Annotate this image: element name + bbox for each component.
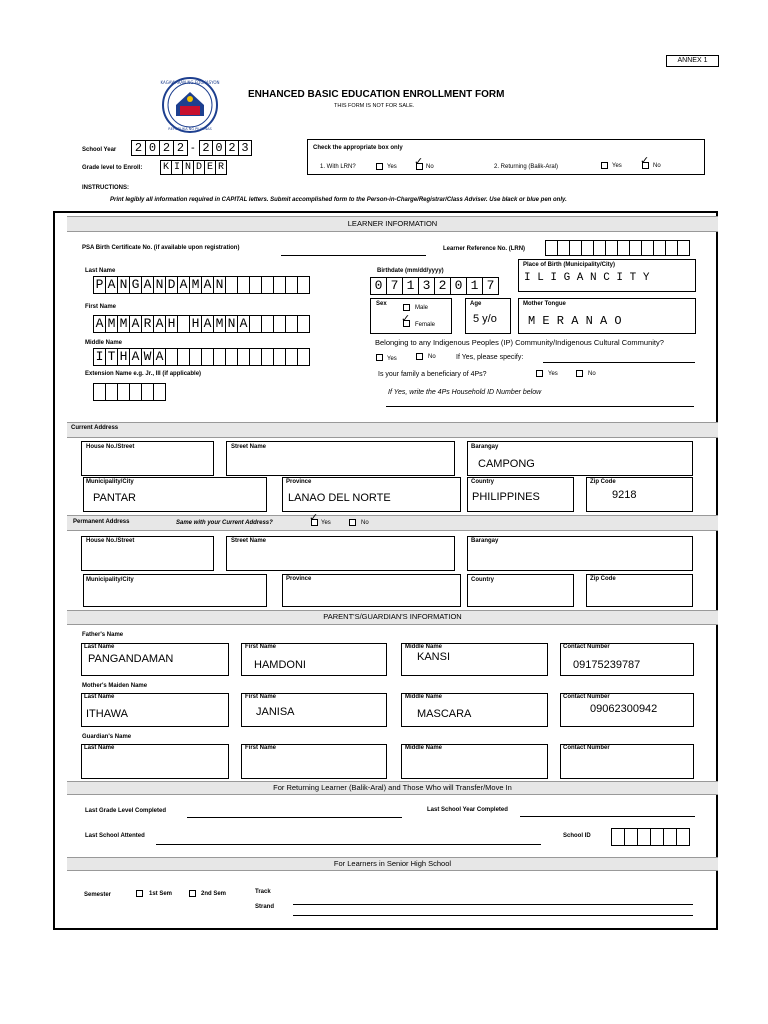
mother-label: Mother's Maiden Name [82, 683, 148, 689]
school-year-separator: - [191, 142, 195, 154]
current-zip-value: 9218 [612, 489, 637, 501]
char-cell[interactable]: 2 [225, 140, 239, 156]
school-id-input[interactable] [611, 828, 689, 846]
returning-question: 2. Returning (Balik-Aral) [494, 164, 559, 170]
lrn-yes-label: Yes [387, 164, 397, 170]
extension-field[interactable] [93, 383, 165, 401]
char-cell[interactable] [611, 828, 625, 846]
char-cell[interactable] [624, 828, 638, 846]
last-grade-label: Last Grade Level Completed [85, 808, 167, 814]
mother-last-label: Last Name [84, 694, 115, 700]
strand-input[interactable] [293, 915, 693, 916]
age-value: 5 y/o [473, 313, 497, 325]
char-cell[interactable]: N [117, 276, 130, 294]
current-zip-label: Zip Code [590, 479, 616, 485]
ip-no-label: No [428, 354, 436, 360]
char-cell[interactable]: M [189, 276, 202, 294]
lrn-no-label: No [426, 164, 434, 170]
fourps-id-input[interactable] [386, 406, 694, 407]
char-cell[interactable]: 0 [145, 140, 160, 156]
father-middle-label: Middle Name [405, 644, 443, 650]
char-cell[interactable] [153, 383, 166, 401]
mother-tongue-label: Mother Tongue [523, 301, 566, 307]
learner-info-header: LEARNER INFORMATION [347, 219, 438, 228]
sem2-checkbox[interactable] [189, 890, 196, 897]
fourps-no-label: No [588, 371, 596, 377]
male-checkbox[interactable] [403, 304, 410, 311]
char-cell[interactable] [297, 315, 310, 333]
char-cell[interactable]: R [215, 160, 227, 175]
pob-value: I L I G A N C I T Y [524, 272, 650, 284]
current-country-value: PHILIPPINES [472, 491, 540, 503]
char-cell[interactable]: 2 [131, 140, 146, 156]
ip-yes-label: Yes [387, 356, 397, 362]
lrn-yes-checkbox[interactable] [376, 163, 383, 170]
pob-label: Place of Birth (Municipality/City) [523, 262, 616, 268]
check-instruction: Check the appropriate box only [313, 145, 403, 151]
fourps-no-checkbox[interactable] [576, 370, 583, 377]
svg-text:KAGAWARAN NG EDUKASYON: KAGAWARAN NG EDUKASYON [160, 80, 220, 85]
returning-yes-checkbox[interactable] [601, 162, 608, 169]
char-cell[interactable]: A [129, 348, 142, 366]
char-cell[interactable]: H [165, 315, 178, 333]
track-input[interactable] [293, 904, 693, 905]
char-cell[interactable]: 0 [450, 277, 467, 295]
grade-level-label: Grade level to Enroll: [82, 165, 143, 171]
school-id-label: School ID [563, 833, 591, 839]
fourps-yes-checkbox[interactable] [536, 370, 543, 377]
father-last-label: Last Name [84, 644, 115, 650]
char-cell[interactable]: P [93, 276, 106, 294]
current-street-label: Street Name [231, 444, 267, 450]
svg-text:REPUBLIKA NG PILIPINAS: REPUBLIKA NG PILIPINAS [168, 127, 212, 131]
psa-label: PSA Birth Certificate No. (if available upon registration) [82, 245, 240, 251]
semester-label: Semester [84, 892, 112, 898]
father-first-label: First Name [245, 644, 277, 650]
ip-no-checkbox[interactable] [416, 353, 423, 360]
checkmark-icon: ✓ [309, 512, 319, 524]
permanent-address-header: Permanent Address [73, 519, 130, 525]
permanent-address-band [67, 512, 718, 531]
char-cell[interactable] [677, 240, 690, 256]
father-contact-value: 09175239787 [573, 659, 641, 671]
mother-tongue-value: M E R A N A O [528, 314, 622, 328]
char-cell[interactable]: 1 [466, 277, 483, 295]
ip-question: Belonging to any Indigenous Peoples (IP) Community/Indigenous Cultural Community? [375, 338, 664, 347]
current-barangay-value: CAMPONG [478, 458, 535, 470]
shs-header: For Learners in Senior High School [333, 859, 452, 868]
char-cell[interactable] [676, 828, 690, 846]
sem1-label: 1st Sem [149, 891, 173, 897]
male-label: Male [415, 305, 429, 311]
char-cell[interactable]: E [204, 160, 216, 175]
age-label: Age [470, 301, 482, 307]
current-province-label: Province [286, 479, 312, 485]
guardian-last-label: Last Name [84, 745, 115, 751]
char-cell[interactable]: W [141, 348, 154, 366]
current-city-label: Municipality/City [86, 479, 134, 485]
guardian-contact-label: Contact Number [563, 745, 610, 751]
checkmark-icon: ✓ [401, 313, 411, 325]
middle-name-field[interactable] [93, 348, 309, 366]
char-cell[interactable]: M [117, 315, 130, 333]
guardian-middle-label: Middle Name [405, 745, 443, 751]
same-address-no-checkbox[interactable] [349, 519, 356, 526]
instructions-text: Print legibly all information required in CAPITAL letters. Submit accomplished form to the Person-in-Charge/Registrar/Class Adviser. Use black or blue pen only. [110, 197, 567, 203]
char-cell[interactable]: A [201, 276, 214, 294]
lrn-question: 1. With LRN? [320, 164, 356, 170]
char-cell[interactable]: 0 [370, 277, 387, 295]
parents-header: PARENT'S/GUARDIAN'S INFORMATION [323, 612, 462, 621]
char-cell[interactable]: K [160, 160, 172, 175]
lrn-input[interactable] [545, 240, 689, 256]
char-cell[interactable]: N [182, 160, 194, 175]
middle-name-label: Middle Name [85, 340, 123, 346]
last-grade-input[interactable] [187, 817, 402, 818]
current-country-label: Country [471, 479, 494, 485]
instructions-heading: INSTRUCTIONS: [82, 185, 129, 191]
char-cell[interactable]: R [141, 315, 154, 333]
same-address-no-label: No [361, 520, 369, 526]
char-cell[interactable]: A [129, 315, 142, 333]
mother-middle-label: Middle Name [405, 694, 443, 700]
perm-barangay-label: Barangay [471, 538, 499, 544]
ip-specify-label: If Yes, please specify: [456, 354, 524, 361]
ip-yes-checkbox[interactable] [376, 354, 383, 361]
char-cell[interactable]: 7 [386, 277, 403, 295]
perm-country-label: Country [471, 577, 494, 583]
father-first-value: HAMDONI [254, 659, 306, 671]
char-cell[interactable]: A [141, 276, 154, 294]
char-cell[interactable]: 3 [238, 140, 252, 156]
char-cell[interactable]: T [105, 348, 118, 366]
char-cell[interactable]: H [189, 315, 202, 333]
mother-last-value: ITHAWA [86, 708, 128, 720]
fourps-question: Is your family a beneficiary of 4Ps? [378, 371, 487, 378]
perm-city-label: Municipality/City [86, 577, 134, 583]
char-cell[interactable]: 1 [402, 277, 419, 295]
checkmark-icon: ✓ [414, 156, 424, 168]
char-cell[interactable]: A [153, 348, 166, 366]
same-address-question: Same with your Current Address? [176, 520, 273, 526]
father-last-value: PANGANDAMAN [88, 653, 174, 665]
char-cell[interactable]: N [153, 276, 166, 294]
deped-seal-logo [156, 74, 248, 136]
char-cell[interactable]: A [177, 276, 190, 294]
char-cell[interactable]: G [129, 276, 142, 294]
form-title: ENHANCED BASIC EDUCATION ENROLLMENT FORM [248, 89, 505, 100]
current-house-label: House No./Street [86, 444, 135, 450]
mother-middle-value: MASCARA [417, 708, 472, 720]
father-contact-label: Contact Number [563, 644, 610, 650]
char-cell[interactable] [637, 828, 651, 846]
strand-label: Strand [255, 904, 275, 910]
returning-no-label: No [653, 163, 661, 169]
char-cell[interactable]: A [201, 315, 214, 333]
annex-label: ANNEX 1 [666, 55, 719, 67]
mother-contact-value: 09062300942 [590, 703, 658, 715]
char-cell[interactable]: I [171, 160, 183, 175]
birthdate-label: Birthdate (mm/dd/yyyy) [377, 268, 444, 274]
current-barangay-label: Barangay [471, 444, 499, 450]
char-cell[interactable]: N [213, 276, 226, 294]
char-cell[interactable]: D [165, 276, 178, 294]
current-city-value: PANTAR [93, 492, 136, 504]
char-cell[interactable]: N [225, 315, 238, 333]
char-cell[interactable]: 0 [212, 140, 226, 156]
last-name-label: Last Name [85, 268, 116, 274]
first-name-field[interactable] [93, 315, 309, 333]
checkmark-icon: ✓ [640, 155, 650, 167]
char-cell[interactable]: A [237, 315, 250, 333]
sem1-checkbox[interactable] [136, 890, 143, 897]
grade-level-field[interactable] [160, 160, 226, 175]
returning-header: For Returning Learner (Balik-Aral) and Those Who will Transfer/Move In [273, 783, 512, 792]
form-subtitle: THIS FORM IS NOT FOR SALE. [334, 103, 415, 109]
mother-first-value: JANISA [256, 706, 295, 718]
ip-specify-input[interactable] [543, 362, 695, 363]
char-cell[interactable] [650, 828, 664, 846]
char-cell[interactable]: D [193, 160, 205, 175]
perm-barangay-box[interactable] [467, 536, 693, 571]
sex-label: Sex [376, 301, 387, 307]
mother-first-label: First Name [245, 694, 277, 700]
char-cell[interactable]: 7 [482, 277, 499, 295]
char-cell[interactable]: A [153, 315, 166, 333]
char-cell[interactable]: 2 [159, 140, 174, 156]
perm-province-label: Province [286, 576, 312, 582]
char-cell[interactable]: 2 [199, 140, 213, 156]
same-address-yes-label: Yes [321, 520, 331, 526]
track-label: Track [255, 889, 271, 895]
sem2-label: 2nd Sem [201, 891, 227, 897]
lrn-label: Learner Reference No. (LRN) [443, 246, 526, 252]
psa-input[interactable] [281, 255, 426, 256]
char-cell[interactable]: 3 [418, 277, 435, 295]
char-cell[interactable] [297, 276, 310, 294]
perm-street-label: Street Name [231, 538, 267, 544]
char-cell[interactable]: H [117, 348, 130, 366]
last-sy-label: Last School Year Completed [427, 807, 508, 813]
current-province-value: LANAO DEL NORTE [288, 492, 391, 504]
birthdate-field[interactable] [370, 277, 498, 295]
guardian-label: Guardian's Name [82, 734, 132, 740]
char-cell[interactable]: I [93, 348, 106, 366]
char-cell[interactable] [297, 348, 310, 366]
char-cell[interactable] [663, 828, 677, 846]
char-cell[interactable]: A [93, 315, 106, 333]
guardian-first-label: First Name [245, 745, 277, 751]
last-school-input[interactable] [156, 844, 541, 845]
school-year-label: School Year [82, 147, 117, 153]
extension-label: Extension Name e.g. Jr., III (if applicable) [85, 371, 202, 377]
current-address-band [67, 422, 718, 438]
school-year-from[interactable] [131, 140, 187, 156]
returning-yes-label: Yes [612, 163, 622, 169]
last-name-field[interactable] [93, 276, 309, 294]
mother-contact-label: Contact Number [563, 694, 610, 700]
perm-zip-label: Zip Code [590, 576, 616, 582]
last-school-label: Last School Attented [85, 833, 145, 839]
fourps-yes-label: Yes [548, 371, 558, 377]
father-label: Father's Name [82, 632, 124, 638]
first-name-label: First Name [85, 304, 117, 310]
current-address-header: Current Address [71, 425, 119, 431]
father-middle-value: KANSI [417, 651, 451, 663]
char-cell[interactable]: 2 [434, 277, 451, 295]
female-label: Female [415, 322, 436, 328]
char-cell[interactable]: 2 [173, 140, 188, 156]
school-year-to[interactable] [199, 140, 251, 156]
last-sy-input[interactable] [520, 816, 695, 817]
char-cell[interactable]: M [213, 315, 226, 333]
fourps-id-label: If Yes, write the 4Ps Household ID Number below [388, 389, 542, 396]
perm-house-label: House No./Street [86, 538, 135, 544]
char-cell[interactable]: A [105, 276, 118, 294]
char-cell[interactable]: M [105, 315, 118, 333]
